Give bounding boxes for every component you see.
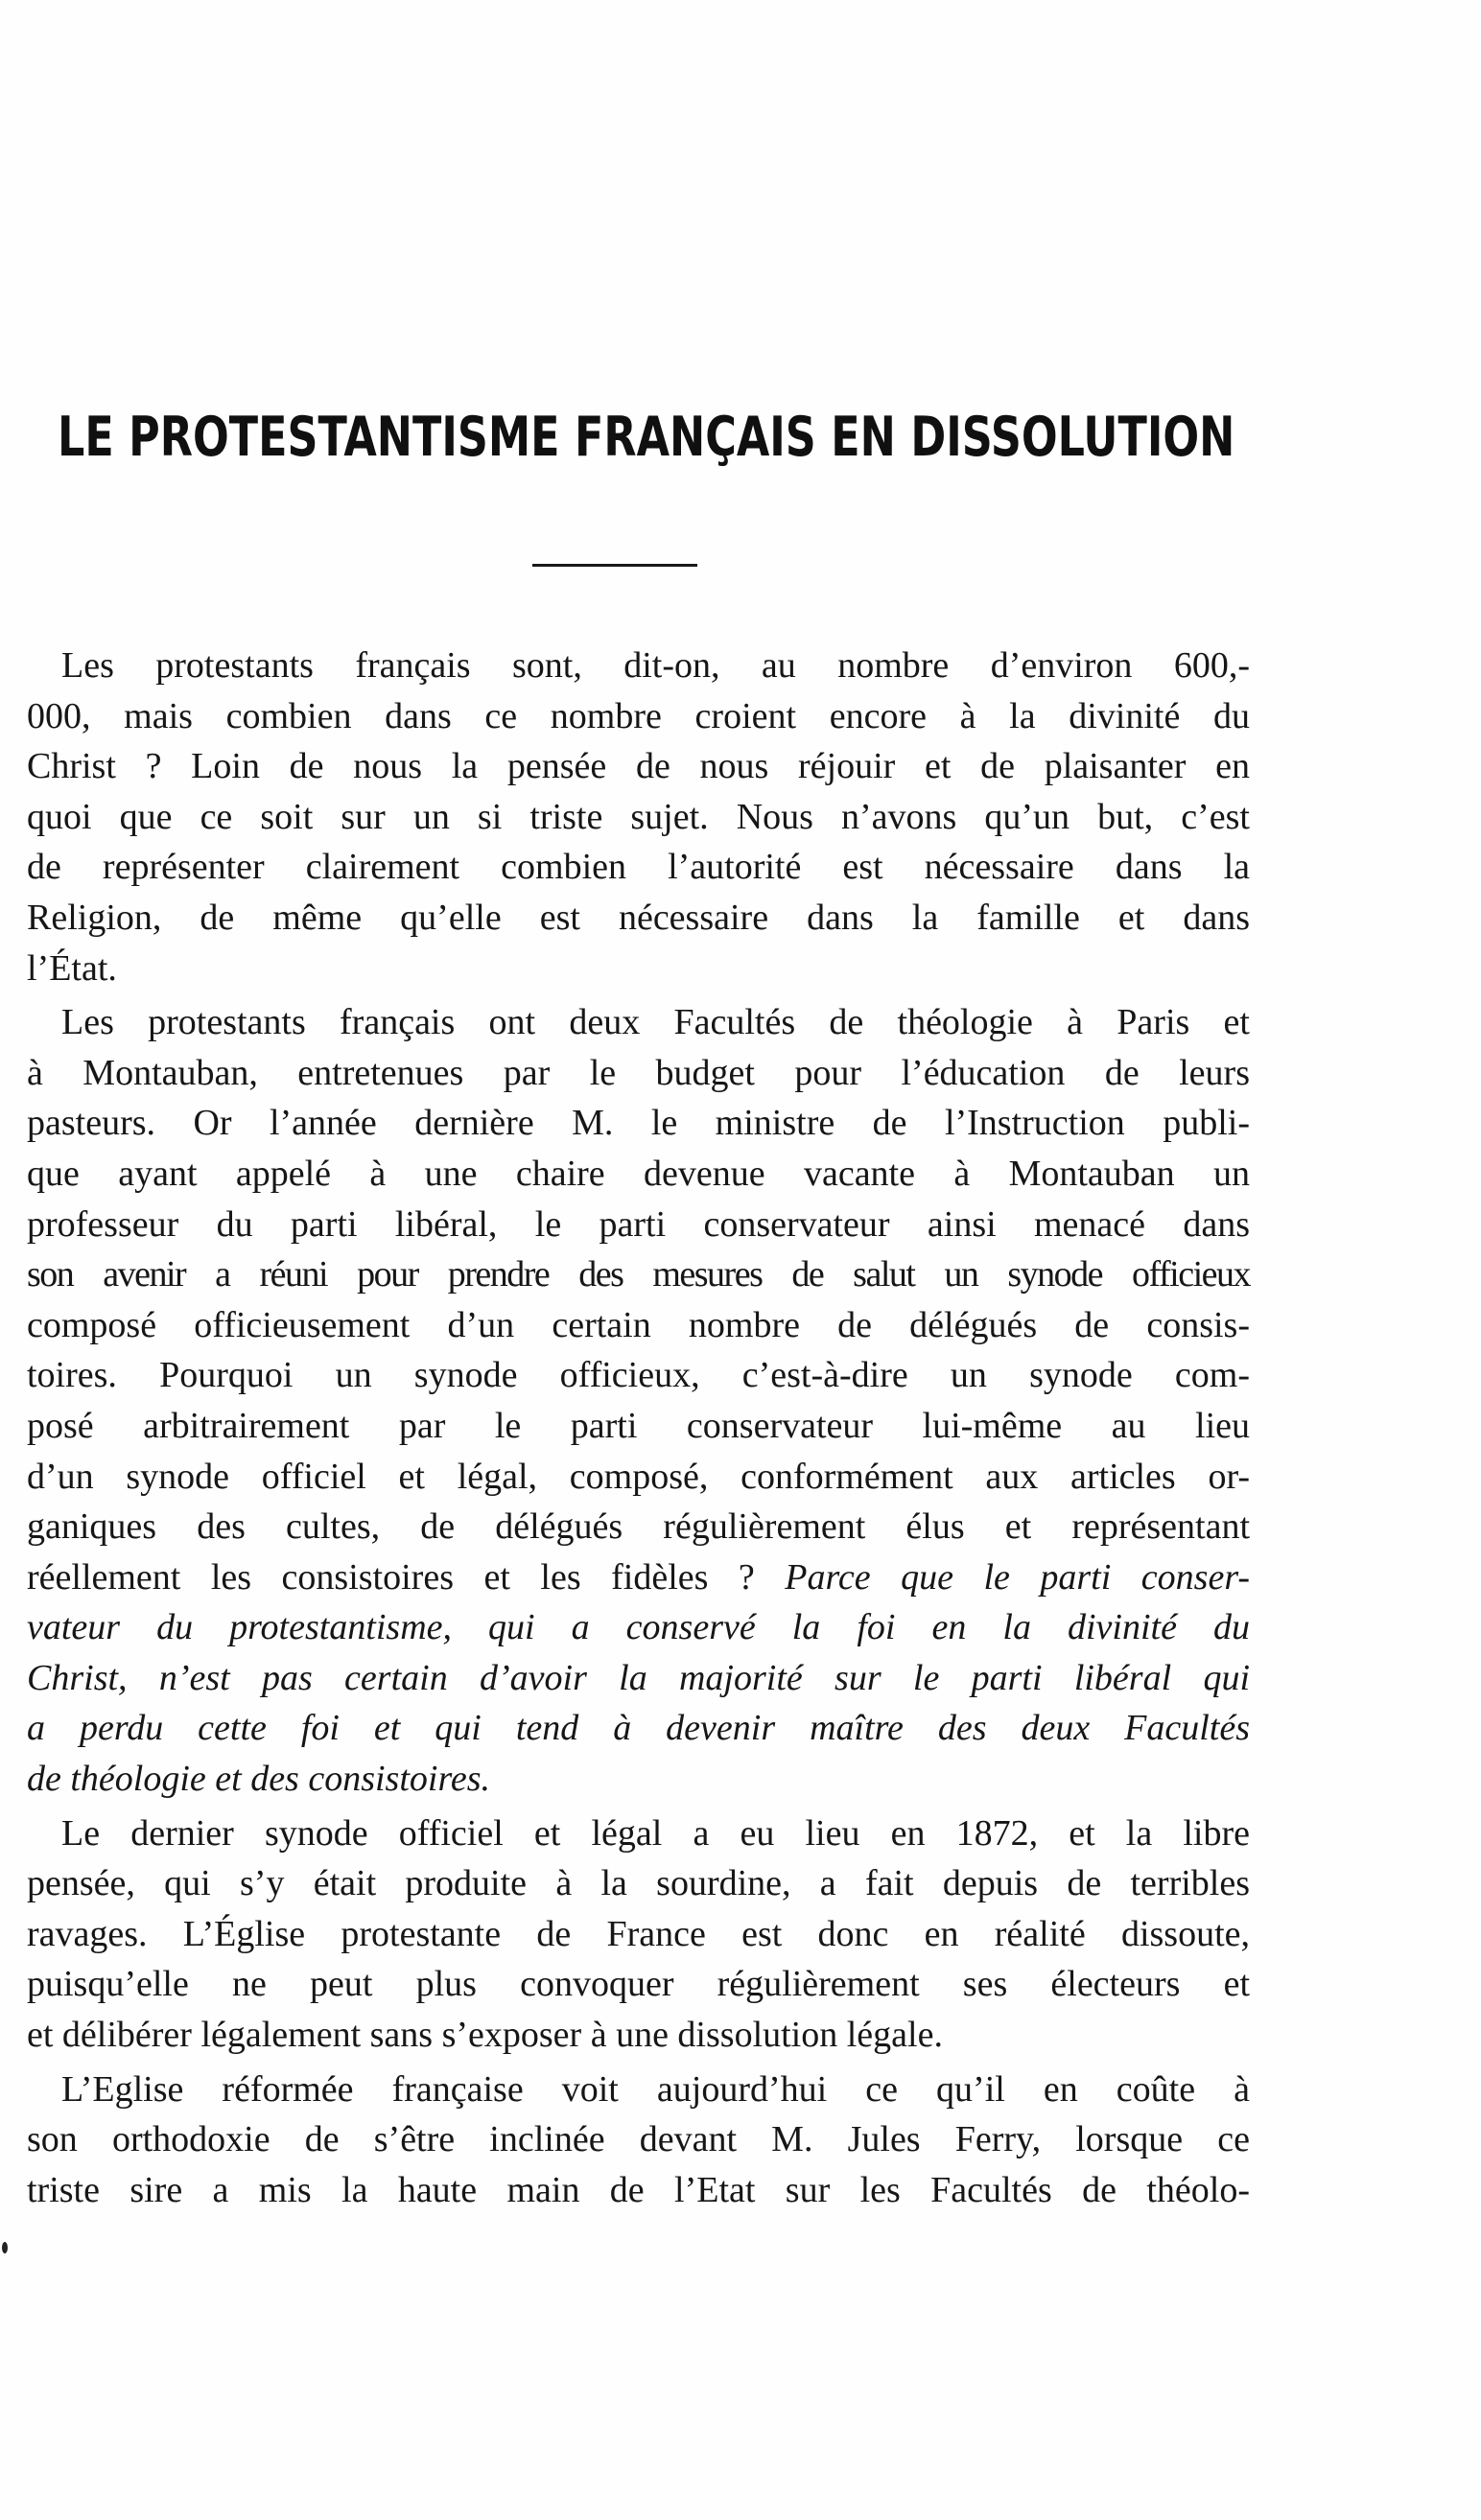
- text-line: pensée, qui s’y était produite à la sourdine, a fait depuis de terribles: [27, 1863, 1250, 1904]
- text-line: Christ, n’est pas certain d’avoir la majorité sur le parti libéral qui: [27, 1657, 1250, 1698]
- text-line-mixed: [27, 1552, 1250, 1603]
- article-title: LE PROTESTANTISME FRANÇAIS EN DISSOLUTION: [58, 406, 1235, 469]
- text-line: vateur du protestantisme, qui a conservé la foi en la divinité du: [27, 1607, 1250, 1648]
- text-line: a perdu cette foi et qui tend à devenir maître des deux Facultés: [27, 1708, 1250, 1749]
- text-line-roman: réellement les consistoires et les fidèles ?: [27, 1556, 755, 1598]
- text-line: de représenter clairement combien l’autorité est nécessaire dans la: [27, 847, 1250, 888]
- text-line: Christ ? Loin de nous la pensée de nous réjouir et de plaisanter en: [27, 746, 1250, 787]
- text-line: puisqu’elle ne peut plus convoquer régulièrement ses électeurs et: [27, 1964, 1250, 2005]
- text-line: Les protestants français ont deux Facultés de théologie à Paris et: [61, 1002, 1250, 1043]
- text-line: son avenir a réuni pour prendre des mesures de salut un synode officieux: [27, 1254, 1250, 1295]
- text-line: son orthodoxie de s’être inclinée devant M. Jules Ferry, lorsque ce: [27, 2119, 1250, 2160]
- text-line: Religion, de même qu’elle est nécessaire dans la famille et dans: [27, 897, 1250, 938]
- article-body: [27, 641, 1250, 2215]
- text-line: que ayant appelé à une chaire devenue vacante à Montauban un: [27, 1153, 1250, 1194]
- text-line: triste sire a mis la haute main de l’Etat sur les Facultés de théolo-: [27, 2169, 1250, 2210]
- text-line: de théologie et des consistoires.: [27, 1759, 490, 1800]
- text-line-italic: Parce que le parti conser-: [785, 1556, 1250, 1598]
- text-line: ravages. L’Église protestante de France est donc en réalité dissoute,: [27, 1913, 1250, 1954]
- text-line: pasteurs. Or l’année dernière M. le ministre de l’Instruction publi-: [27, 1103, 1250, 1144]
- title-rule: [532, 564, 697, 567]
- text-line: composé officieusement d’un certain nombre de délégués de consis-: [27, 1304, 1250, 1345]
- text-line: posé arbitrairement par le parti conservateur lui-même au lieu: [27, 1405, 1250, 1446]
- text-line: d’un synode officiel et légal, composé, conformément aux articles or-: [27, 1456, 1250, 1497]
- text-line: professeur du parti libéral, le parti conservateur ainsi menacé dans: [27, 1203, 1250, 1245]
- text-line: Les protestants français sont, dit-on, au nombre d’environ 600,-: [61, 645, 1250, 686]
- text-line: toires. Pourquoi un synode officieux, c’est-à-dire un synode com-: [27, 1355, 1250, 1396]
- margin-ink-speck: [2, 2242, 8, 2253]
- text-line: quoi que ce soit sur un si triste sujet. Nous n’avons qu’un but, c’est: [27, 796, 1250, 837]
- text-line: ganiques des cultes, de délégués régulièrement élus et représentant: [27, 1506, 1250, 1548]
- text-line: et délibérer légalement sans s’exposer à une dissolution légale.: [27, 2015, 943, 2056]
- text-line: l’État.: [27, 947, 117, 989]
- text-line: L’Eglise réformée française voit aujourd’hui ce qu’il en coûte à: [61, 2068, 1250, 2110]
- text-line: 000, mais combien dans ce nombre croient encore à la divinité du: [27, 695, 1250, 736]
- text-line: Le dernier synode officiel et légal a eu lieu en 1872, et la libre: [61, 1812, 1250, 1854]
- text-line: à Montauban, entretenues par le budget pour l’éducation de leurs: [27, 1052, 1250, 1093]
